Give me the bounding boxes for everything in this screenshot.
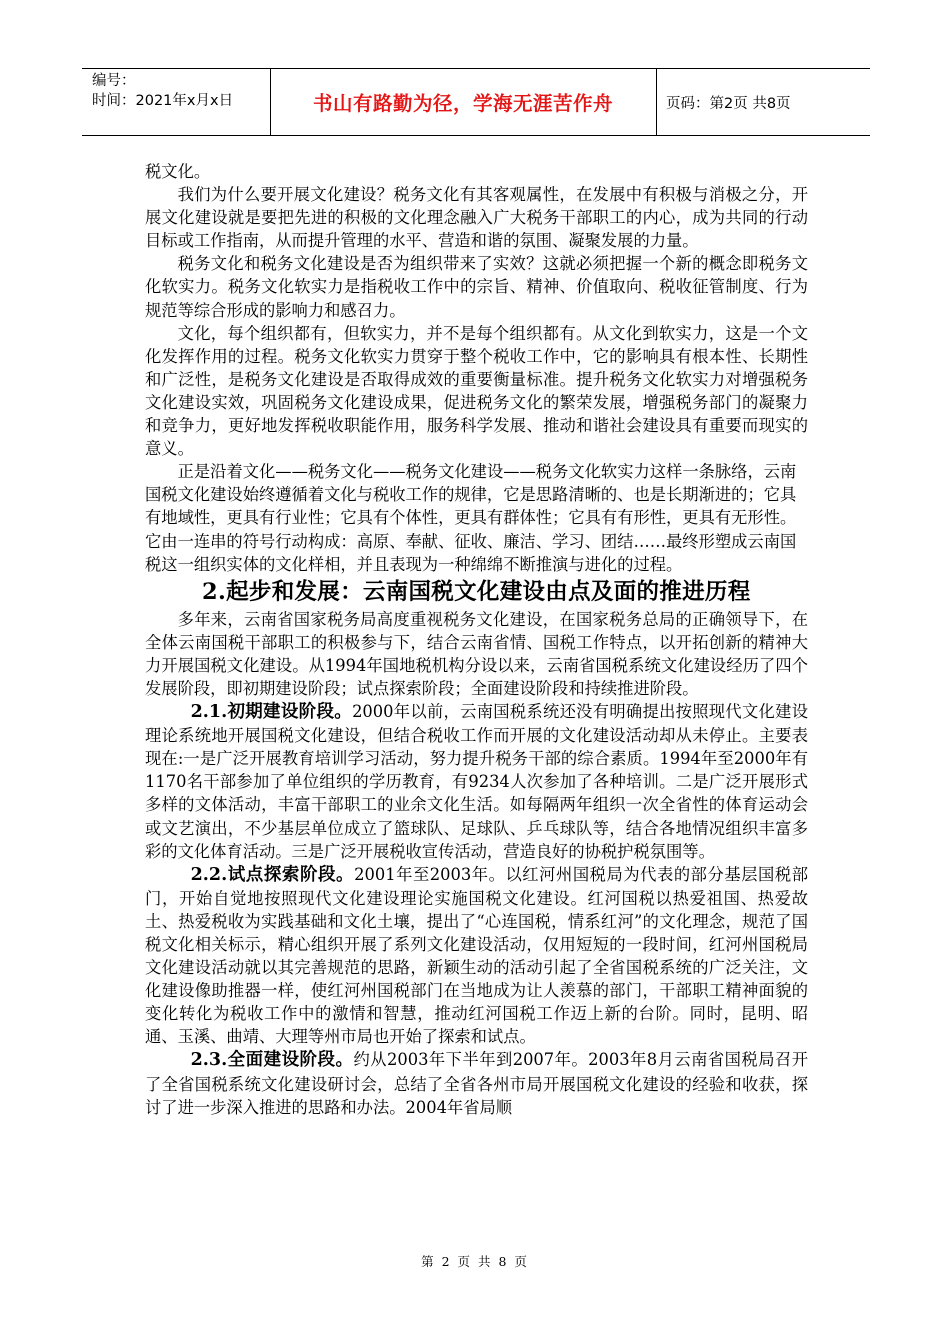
page-footer: 第 2 页 共 8 页 bbox=[421, 1254, 529, 1269]
header-page-info: 页码：第2页 共8页 bbox=[666, 95, 791, 112]
header-meta bbox=[92, 71, 268, 133]
subsection-text: 2000年以前，云南国税系统还没有明确提出按照现代文化建设理论系统地开展国税文化建设，但结合税收工作而开展的文化建设活动却从未停止。主要表现在:一是广泛开展教育培训学习活动，努力提升税务干部的综合素质。1994年至2000年有1170名干部参加了单位组织的学历教育，有9234人次参加了各种培训。二是广泛开展形式多样的文体活动，丰富干部职工的业余文化生活。如每隔两年组织一次全省性的体育运动会或文艺演出，不少基层单位成立了篮球队、足球队、乒乓球队等，结合各地情况组织丰富多彩的文化体育活动。三是广泛开展税收宣传活动，营造良好的协税护税氛围等。 bbox=[145, 702, 808, 861]
subsection-paragraph bbox=[145, 863, 808, 1049]
page-header bbox=[82, 68, 870, 136]
header-divider bbox=[656, 69, 657, 135]
document-time: 时间：2021年x月x日 bbox=[92, 93, 234, 109]
paragraph: 税文化。 bbox=[145, 162, 211, 181]
subsection-title: 2.2.试点探索阶段。 bbox=[190, 864, 355, 885]
subsection-paragraph bbox=[145, 1048, 808, 1118]
subsection-title: 2.3.全面建设阶段。 bbox=[190, 1050, 354, 1071]
section-heading: 2.起步和发展：云南国税文化建设由点及面的推进历程 bbox=[202, 578, 751, 605]
paragraph: 文化，每个组织都有，但软实力，并不是每个组织都有。从文化到软实力，这是一个文化发挥作用的过程。税务文化软实力贯穿于整个税收工作中，它的影响具有根本性、长期性和广泛性，是税务文化建设是否取得成效的重要衡量标准。提升税务文化软实力对增强税务文化建设实效，巩固税务文化建设成果，促进税务文化的繁荣发展，增强税务部门的凝聚力和竞争力，更好地发挥税收职能作用，服务科学发展、推动和谐社会建设具有重要而现实的意义。 bbox=[145, 323, 808, 459]
subsection-text: 2001年至2003年。以红河州国税局为代表的部分基层国税部门，开始自觉地按照现代文化建设理论实施国税文化建设。红河国税以热爱祖国、热爱故土、热爱税收为实践基础和文化土壤，提出了“心连国税，情系红河”的文化理念，规范了国税文化相关标示，精心组织开展了系列文化建设活动，仅用短短的一段时间，红河州国税局文化建设活动就以其完善规范的思路，新颖生动的活动引起了全省国税系统的广泛关注，文化建设像助推器一样，使红河州国税部门在当地成为让人羡慕的部门，干部职工精神面貌的变化转化为税收工作中的激情和智慧，推动红河国税工作迈上新的台阶。同时，昆明、昭通、玉溪、曲靖、大理等州市局也开始了探索和试点。 bbox=[145, 864, 808, 1047]
subsection-title: 2.1.初期建设阶段。 bbox=[190, 702, 353, 723]
paragraph: 我们为什么要开展文化建设？税务文化有其客观属性，在发展中有积极与消极之分，开展文化建设就是要把先进的积极的文化理念融入广大税务干部职工的内心，成为共同的行动目标或工作指南，从而提升管理的水平、营造和谐的氛围、凝聚发展的力量。 bbox=[145, 185, 808, 251]
subsection-paragraph bbox=[145, 700, 808, 863]
paragraph: 多年来，云南省国家税务局高度重视税务文化建设，在国家税务总局的正确领导下，在全体云南国税干部职工的积极参与下，结合云南省情、国税工作特点，以开拓创新的精神大力开展国税文化建设。从1994年国地税机构分设以来，云南省国税系统文化建设经历了四个发展阶段，即初期建设阶段；试点探索阶段；全面建设阶段和持续推进阶段。 bbox=[145, 609, 808, 698]
header-motto: 书山有路勤为径，学海无涯苦作舟 bbox=[312, 92, 613, 115]
paragraph: 税务文化和税务文化建设是否为组织带来了实效？这就必须把握一个新的概念即税务文化软实力。税务文化软实力是指税收工作中的宗旨、精神、价值取向、税收征管制度、行为规范等综合形成的影响力和感召力。 bbox=[145, 254, 808, 320]
document-number-label: 编号： bbox=[92, 73, 136, 89]
document-body bbox=[145, 160, 808, 1119]
subsection-text: 约从2003年下半年到2007年。2003年8月云南省国税局召开了全省国税系统文化建设研讨会，总结了全省各州市局开展国税文化建设的经验和收获，探讨了进一步深入推进的思路和办法。2004年省局顺 bbox=[145, 1050, 808, 1117]
paragraph: 正是沿着文化——税务文化——税务文化建设——税务文化软实力这样一条脉络，云南国税文化建设始终遵循着文化与税收工作的规律，它是思路清晰的、也是长期渐进的；它具有地域性，更具有行业性；它具有个体性，更具有群体性；它具有有形性，更具有无形性。它由一连串的符号行动构成：高原、奉献、征收、廉洁、学习、团结……最终形塑成云南国税这一组织实体的文化样相，并且表现为一种绵绵不断推演与进化的过程。 bbox=[145, 462, 797, 574]
